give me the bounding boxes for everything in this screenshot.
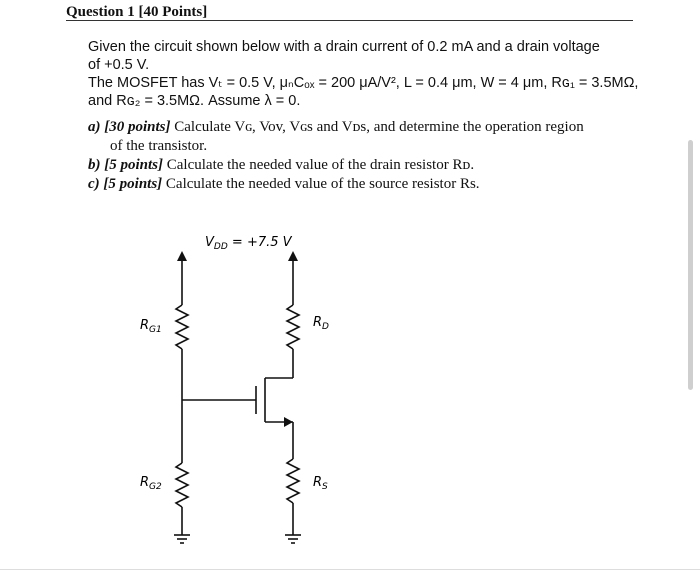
intro-line: and Rɢ₂ = 3.5MΩ. Assume λ = 0.	[88, 93, 301, 109]
resistor-rs-symbol	[287, 459, 299, 503]
part-b	[88, 156, 648, 175]
vertical-scrollbar[interactable]	[688, 140, 693, 390]
rd-label: $R_D$	[313, 315, 329, 332]
vdd-label: $V_{DD} = +7.5$ V	[205, 235, 292, 252]
resistor-rg1-symbol	[176, 305, 188, 349]
question-intro	[88, 38, 648, 110]
part-b-text: Calculate the needed value of the drain resistor Rᴅ.	[163, 157, 475, 173]
part-a-text: Calculate Vɢ, Vov, Vɢs and Vᴅs, and determine the operation region	[170, 119, 584, 135]
supply-arrow-left	[177, 251, 187, 261]
intro-line: of +0.5 V.	[88, 57, 150, 73]
part-a-continuation: of the transistor.	[110, 138, 208, 154]
source-arrow	[284, 417, 293, 427]
intro-line: The MOSFET has Vₜ = 0.5 V, μₙCₒₓ = 200 μA/V², L = 0.4 μm, W = 4 μm, Rɢ₁ = 3.5MΩ,	[88, 75, 639, 91]
supply-arrow-right	[288, 251, 298, 261]
rg2-label: $R_{G2}$	[140, 475, 162, 492]
resistor-rd-symbol	[287, 305, 299, 349]
resistor-rg2-symbol	[176, 463, 188, 507]
header-divider	[66, 20, 633, 21]
question-parts	[88, 118, 648, 194]
part-c-text: Calculate the needed value of the source resistor Rs.	[162, 176, 480, 192]
part-c	[88, 175, 648, 194]
rs-label: $R_S$	[313, 475, 328, 492]
part-b-label: b) [5 points]	[88, 157, 163, 173]
part-c-label: c) [5 points]	[88, 176, 163, 192]
intro-line: Given the circuit shown below with a drain current of 0.2 mA and a drain voltage	[88, 39, 600, 55]
part-a-label: a) [30 points]	[88, 119, 171, 135]
part-a	[88, 118, 648, 137]
circuit-diagram	[110, 213, 360, 570]
circuit-svg	[110, 213, 360, 570]
question-header: Question 1 [40 Points]	[66, 4, 208, 20]
bottom-edge	[0, 569, 700, 570]
rg1-label: $R_{G1}$	[140, 318, 162, 335]
